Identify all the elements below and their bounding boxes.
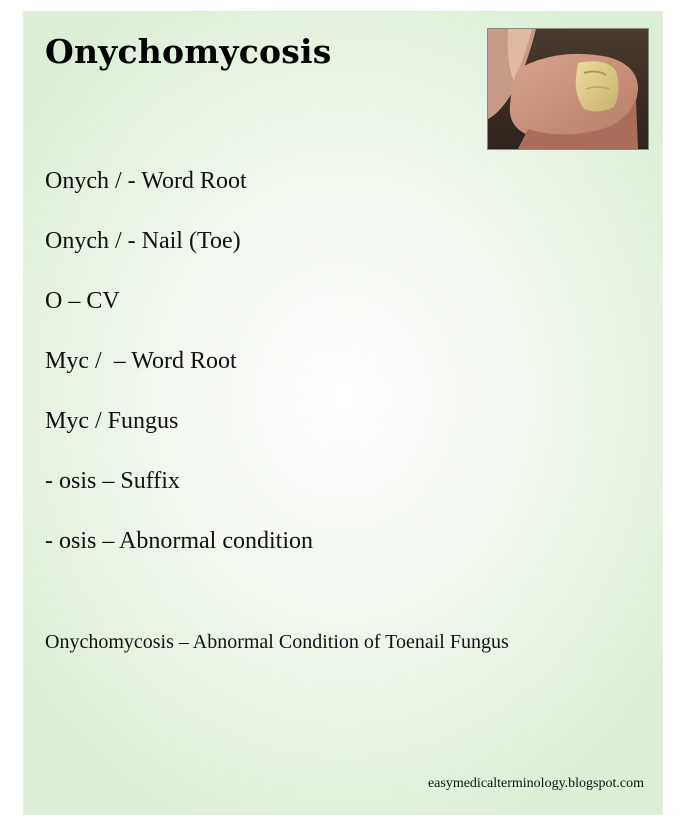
breakdown-line: O – CV (45, 288, 120, 314)
toenail-photo (487, 28, 649, 150)
term-breakdown-list (45, 165, 313, 585)
card-title: Onychomycosis (45, 32, 332, 71)
breakdown-line: Onych / - Word Root (45, 168, 247, 194)
source-url: easymedicalterminology.blogspot.com (427, 776, 644, 791)
flashcard (24, 12, 662, 814)
breakdown-line: - osis – Abnormal condition (45, 528, 313, 554)
breakdown-line: Myc / Fungus (45, 408, 179, 434)
toenail-photo-svg (488, 29, 648, 149)
breakdown-line: Onych / - Nail (Toe) (45, 228, 241, 254)
breakdown-line: Myc / – Word Root (45, 348, 237, 374)
definition-summary: Onychomycosis – Abnormal Condition of Toenail Fungus (45, 631, 509, 653)
breakdown-line: - osis – Suffix (45, 468, 180, 494)
